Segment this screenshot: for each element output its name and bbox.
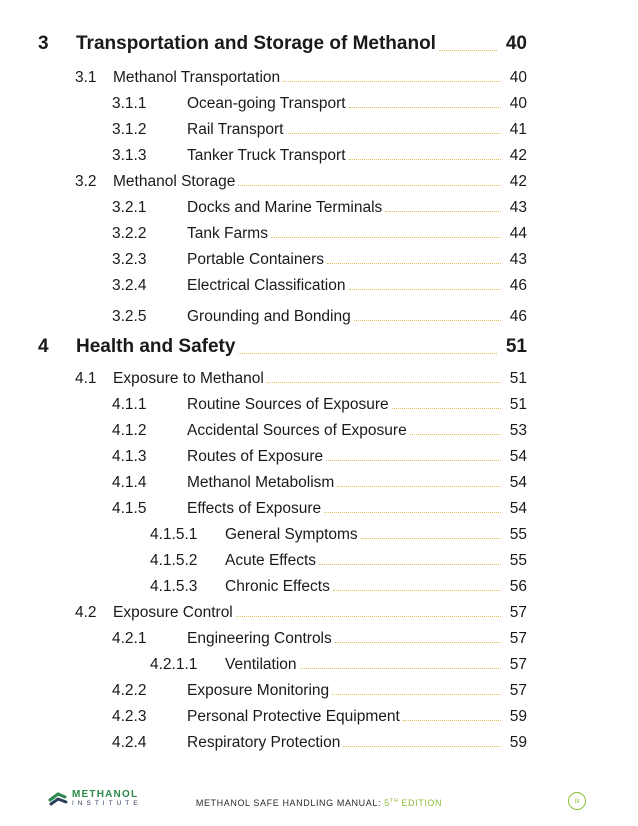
toc-entry-title: Tank Farms <box>187 225 268 242</box>
toc-entry-title: Methanol Transportation <box>113 69 281 86</box>
toc-entry[interactable] <box>75 173 527 191</box>
toc-entry[interactable] <box>150 578 527 596</box>
dot-leader <box>343 746 501 747</box>
toc-entry-page: 55 <box>509 552 527 569</box>
toc-entry[interactable] <box>112 199 527 217</box>
toc-entry-title: Health and Safety <box>76 336 236 357</box>
toc-entry-title: Exposure Monitoring <box>187 682 330 699</box>
toc-entry[interactable] <box>112 147 527 165</box>
edition-suffix: TH <box>389 798 399 804</box>
dot-leader <box>286 133 501 134</box>
toc-entry-number: 4.1 <box>75 370 97 387</box>
toc-entry[interactable] <box>112 121 527 139</box>
toc-entry-number: 4.1.4 <box>112 474 147 491</box>
dot-leader <box>326 460 501 461</box>
toc-entry-number: 4.1.5.3 <box>150 578 198 595</box>
toc-entry[interactable] <box>112 682 527 700</box>
toc-entry-page: 40 <box>509 69 527 86</box>
dot-leader <box>335 642 501 643</box>
toc-entry-number: 3.1.1 <box>112 95 147 112</box>
dot-leader <box>403 720 501 721</box>
toc-entry-page: 54 <box>509 448 527 465</box>
toc-entry-page: 54 <box>509 500 527 517</box>
toc-entry-title: Effects of Exposure <box>187 500 322 517</box>
dot-leader <box>392 408 501 409</box>
toc-entry-number: 3.2.3 <box>112 251 147 268</box>
toc-entry-number: 4.2.1.1 <box>150 656 198 673</box>
toc-entry-title: Electrical Classification <box>187 277 346 294</box>
dot-leader <box>349 289 502 290</box>
dot-leader <box>349 159 501 160</box>
toc-entry-page: 46 <box>509 277 527 294</box>
toc-entry[interactable] <box>112 734 527 752</box>
toc-entry-number: 4.1.1 <box>112 396 147 413</box>
toc-entry-title: Acute Effects <box>225 552 317 569</box>
toc-entry-title: Exposure to Methanol <box>113 370 264 387</box>
toc-entry[interactable] <box>150 552 527 570</box>
toc-entry-page: 57 <box>509 604 527 621</box>
toc-entry-page: 40 <box>505 33 527 54</box>
toc-entry-title: Chronic Effects <box>225 578 330 595</box>
toc-entry-number: 4.2.1 <box>112 630 147 647</box>
dot-leader <box>410 434 501 435</box>
toc-entry[interactable] <box>75 69 527 87</box>
toc-entry-number: 4.1.5.1 <box>150 526 198 543</box>
toc-entry-page: 40 <box>509 95 527 112</box>
toc-entry-page: 42 <box>509 173 527 190</box>
toc-entry-page: 43 <box>509 251 527 268</box>
toc-entry-number: 4.2.2 <box>112 682 147 699</box>
toc-entry-number: 3.1.2 <box>112 121 147 138</box>
page-number: iii <box>574 797 580 805</box>
toc-entry-page: 54 <box>509 474 527 491</box>
edition-label <box>384 798 442 808</box>
toc-entry-page: 53 <box>509 422 527 439</box>
logo-line-1: METHANOL <box>72 789 139 801</box>
toc-entry[interactable] <box>75 604 527 622</box>
dot-leader <box>337 486 501 487</box>
toc-entry-page: 51 <box>505 336 527 357</box>
toc-entry-page: 51 <box>509 370 527 387</box>
toc-entry[interactable] <box>150 656 527 674</box>
toc-entry-number: 4 <box>38 336 49 357</box>
toc-entry-page: 42 <box>509 147 527 164</box>
page-footer <box>0 780 638 820</box>
toc-entry-title: Accidental Sources of Exposure <box>187 422 407 439</box>
toc-entry-page: 57 <box>509 656 527 673</box>
toc-entry-number: 3.2.2 <box>112 225 147 242</box>
edition-number: 5 <box>384 798 390 808</box>
running-title-text: METHANOL SAFE HANDLING MANUAL: <box>195 798 385 808</box>
dot-leader <box>327 263 501 264</box>
toc-entry[interactable] <box>112 448 527 466</box>
toc-entry-title: General Symptoms <box>225 526 358 543</box>
toc-chapter-entry[interactable] <box>38 336 527 358</box>
toc-entry[interactable] <box>112 95 527 113</box>
toc-entry-number: 4.1.5.2 <box>150 552 198 569</box>
toc-entry-number: 3.1 <box>75 69 97 86</box>
toc-entry-page: 46 <box>509 308 527 325</box>
toc-entry[interactable] <box>112 308 527 326</box>
running-title <box>0 798 638 808</box>
toc-entry-number: 3.1.3 <box>112 147 147 164</box>
toc-entry-title: Rail Transport <box>187 121 284 138</box>
toc-entry-number: 4.2.4 <box>112 734 147 751</box>
toc-entry-page: 43 <box>509 199 527 216</box>
toc-entry-title: Exposure Control <box>113 604 233 621</box>
toc-entry-number: 4.2 <box>75 604 97 621</box>
toc-entry-title: Grounding and Bonding <box>187 308 351 325</box>
logo-line-2: INSTITUTE <box>72 800 142 808</box>
dot-leader <box>267 382 501 383</box>
toc-entry[interactable] <box>75 370 527 388</box>
toc-entry-number: 4.1.3 <box>112 448 147 465</box>
toc-entry-title: Docks and Marine Terminals <box>187 199 383 216</box>
toc-entry-number: 4.2.3 <box>112 708 147 725</box>
toc-entry-title: Methanol Metabolism <box>187 474 335 491</box>
toc-entry-page: 41 <box>509 121 527 138</box>
toc-entry[interactable] <box>112 251 527 269</box>
toc-entry[interactable] <box>112 474 527 492</box>
toc-entry-title: Portable Containers <box>187 251 324 268</box>
toc-entry[interactable] <box>112 630 527 648</box>
dot-leader <box>238 185 501 186</box>
toc-entry-page: 44 <box>509 225 527 242</box>
dot-leader <box>354 320 501 321</box>
toc-entry-page: 57 <box>509 630 527 647</box>
toc-entry-number: 4.1.2 <box>112 422 147 439</box>
toc-entry[interactable] <box>112 500 527 518</box>
dot-leader <box>236 616 501 617</box>
toc-entry-page: 55 <box>509 526 527 543</box>
dot-leader <box>319 564 501 565</box>
toc-entry-title: Routes of Exposure <box>187 448 324 465</box>
dot-leader <box>333 590 501 591</box>
toc-entry-title: Tanker Truck Transport <box>187 147 346 164</box>
toc-entry[interactable] <box>112 422 527 440</box>
dot-leader <box>283 81 501 82</box>
toc-entry-number: 3.2.5 <box>112 308 147 325</box>
toc-entry-page: 51 <box>509 396 527 413</box>
toc-entry[interactable] <box>112 396 527 414</box>
edition-word: EDITION <box>398 798 443 808</box>
toc-entry-title: Engineering Controls <box>187 630 332 647</box>
toc-entry-title: Transportation and Storage of Methanol <box>76 33 436 54</box>
toc-chapter-entry[interactable] <box>38 33 527 55</box>
page-number-badge <box>568 792 586 810</box>
toc-entry-page: 59 <box>509 734 527 751</box>
toc-entry-page: 56 <box>509 578 527 595</box>
toc-entry-number: 3 <box>38 33 49 54</box>
dot-leader <box>271 237 501 238</box>
toc-entry-title: Personal Protective Equipment <box>187 708 400 725</box>
toc-entry-page: 57 <box>509 682 527 699</box>
toc-entry[interactable] <box>112 225 527 243</box>
dot-leader <box>332 694 501 695</box>
toc-entry[interactable] <box>112 277 527 295</box>
dot-leader <box>324 512 501 513</box>
dot-leader <box>439 50 497 51</box>
toc-entry-number: 3.2.4 <box>112 277 147 294</box>
toc-entry-title: Respiratory Protection <box>187 734 341 751</box>
dot-leader <box>349 107 501 108</box>
dot-leader <box>385 211 501 212</box>
toc-entry-title: Ocean-going Transport <box>187 95 346 112</box>
dot-leader <box>300 668 501 669</box>
toc-entry-number: 3.2.1 <box>112 199 147 216</box>
toc-entry-title: Methanol Storage <box>113 173 236 190</box>
toc-entry-number: 3.2 <box>75 173 97 190</box>
toc-entry[interactable] <box>150 526 527 544</box>
dot-leader <box>238 353 497 354</box>
toc-entry[interactable] <box>112 708 527 726</box>
toc-entry-title: Routine Sources of Exposure <box>187 396 389 413</box>
toc-entry-page: 59 <box>509 708 527 725</box>
toc-entry-number: 4.1.5 <box>112 500 147 517</box>
dot-leader <box>361 538 501 539</box>
toc-entry-title: Ventilation <box>225 656 297 673</box>
